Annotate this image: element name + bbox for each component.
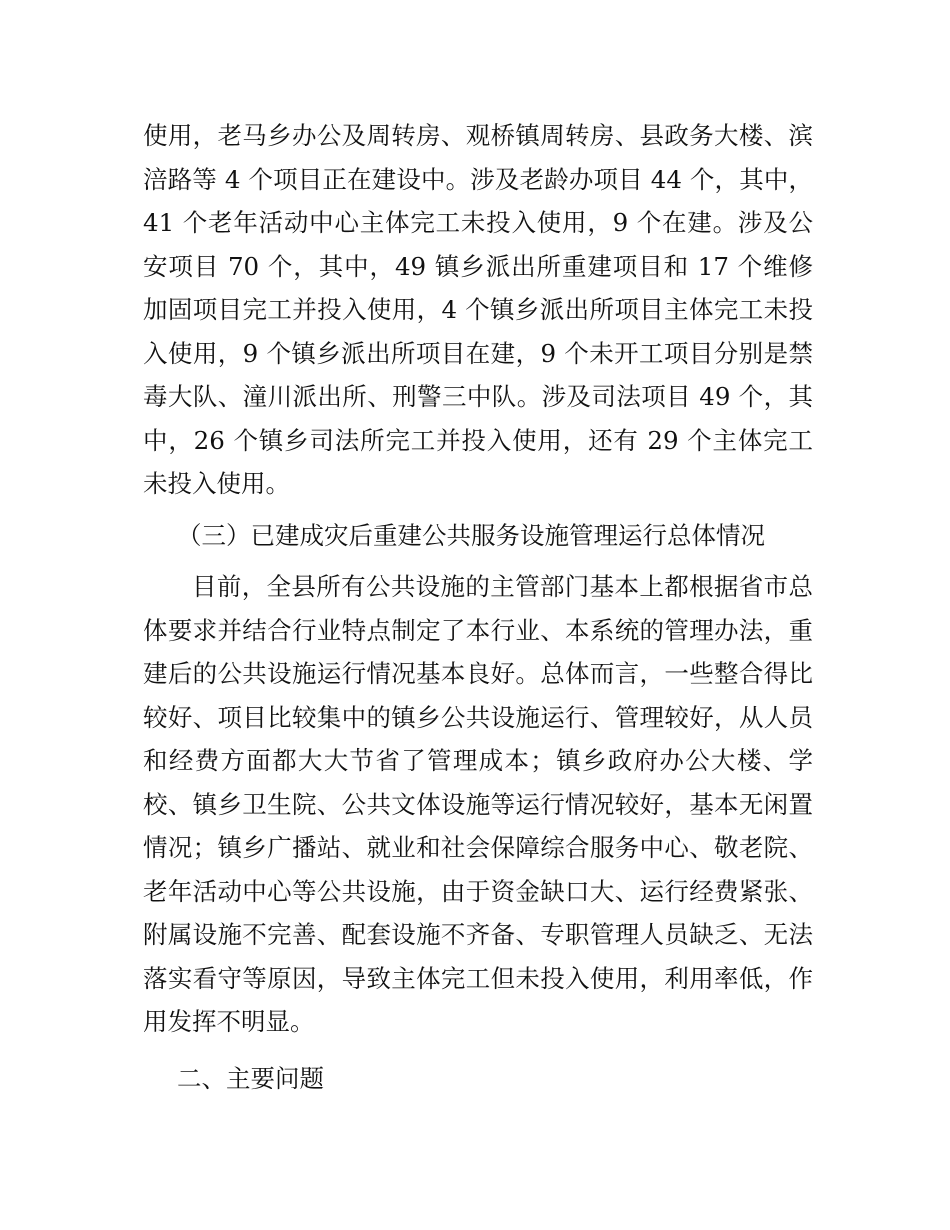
paragraph-project-status: 使用，老马乡办公及周转房、观桥镇周转房、县政务大楼、滨涪路等 4 个项目正在建设中。涉及老龄办项目 44 个，其中，41 个老年活动中心主体完工未投入使用，9 个在建。涉及公安项目 70 个，其中，49 镇乡派出所重建项目和 17 个维修加固项目完工并投入使用，4 个镇乡派出所项目主体完工未投入使用，9 个镇乡派出所项目在建，9 个未开工项目分别是禁毒大队、潼川派出所、刑警三中队。涉及司法项目 49 个，其中，26 个镇乡司法所完工并投入使用，还有 29 个主体完工未投入使用。 bbox=[143, 121, 813, 498]
section-heading-main-problems: 二、主要问题 bbox=[177, 1063, 324, 1093]
paragraph-management-status: 目前，全县所有公共设施的主管部门基本上都根据省市总体要求并结合行业特点制定了本行业、本系统的管理办法，重建后的公共设施运行情况基本良好。总体而言，一些整合得比较好、项目比较集中的镇乡公共设施运行、管理较好，从人员和经费方面都大大节省了管理成本；镇乡政府办公大楼、学校、镇乡卫生院、公共文体设施等运行情况较好，基本无闲置情况；镇乡广播站、就业和社会保障综合服务中心、敬老院、老年活动中心等公共设施，由于资金缺口大、运行经费紧张、附属设施不完善、配套设施不齐备、专职管理人员缺乏、无法落实看守等原因，导致主体完工但未投入使用，利用率低，作用发挥不明显。 bbox=[143, 572, 813, 1036]
section-heading-management-overview: （三）已建成灾后重建公共服务设施管理运行总体情况 bbox=[177, 520, 765, 550]
document-body bbox=[143, 114, 813, 1100]
